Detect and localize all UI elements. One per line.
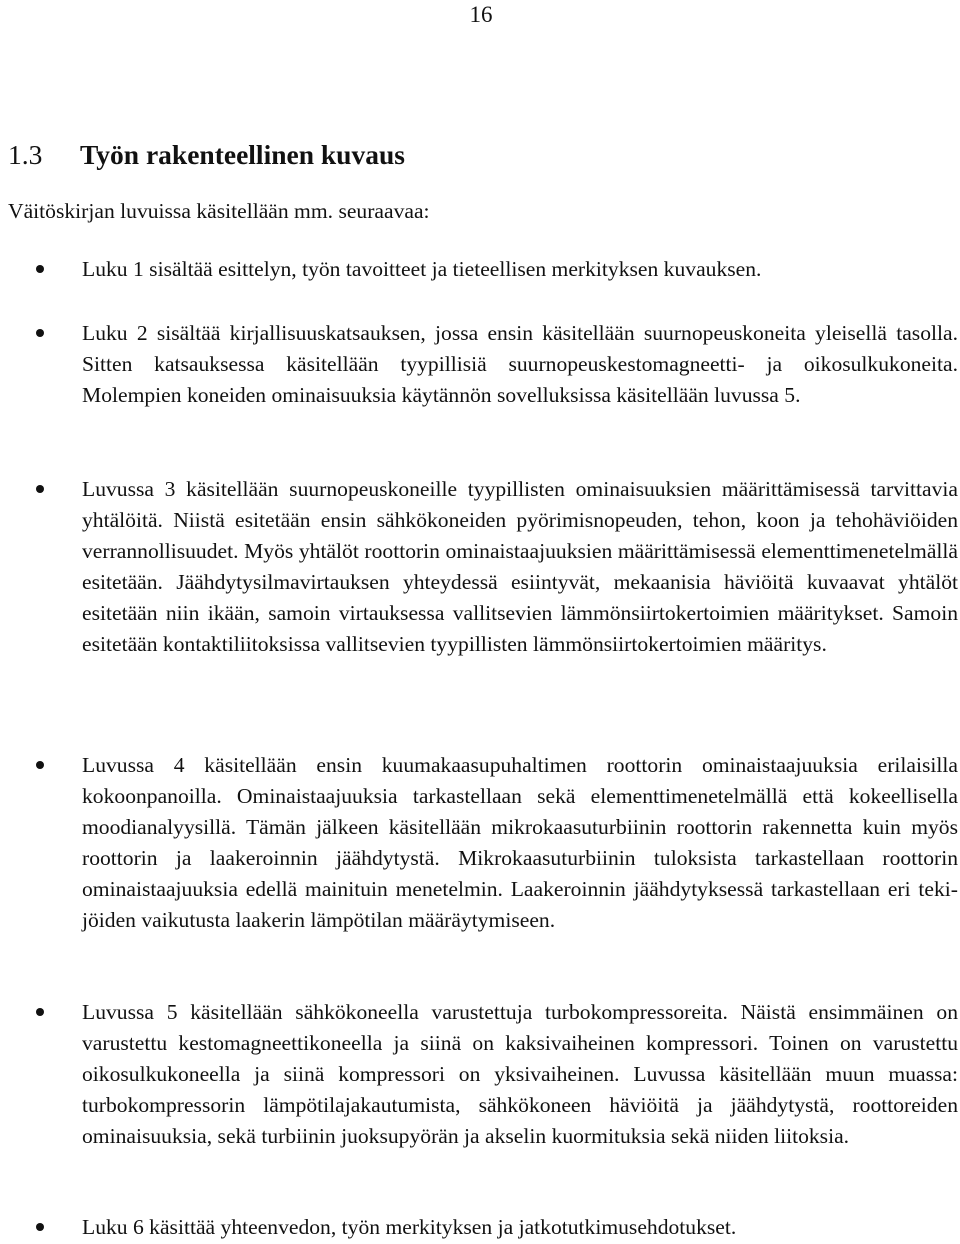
page-number: 16 <box>469 2 493 27</box>
bullet-icon <box>36 1223 44 1231</box>
list-item-text: Luku 2 sisältää kirjallisuuskatsauksen, jossa ensin käsitellään suurnopeuskoneita yleisellä tasolla. Sitten katsauksessa käsitellään tyypillisiä suurnopeuskestomagneetti- ja oikosulkukoneita. Molempien koneiden ominaisuuksia käytännön sovelluksissa käsitellään luvussa 5. <box>82 321 958 407</box>
bullet-icon <box>36 329 44 337</box>
list-item-text: Luvussa 5 käsitellään sähkökoneella varustettuja turbokompressoreita. Näistä ensimmäinen on varustettu kestomagneettikoneella ja siinä on kaksivaiheinen kompressori. Toinen on varustettu oikosulkukoneella ja siinä kompressori on yksivaiheinen. Luvussa käsitellään muun muassa: turbokompressorin lämpötilajakautumista, sähkökoneen häviöitä ja jäähdytystä, roottoreiden ominaisuuksia, sekä turbiinin juoksupyörän ja akselin kuormituksia sekä niiden liitoksia. <box>82 1000 958 1148</box>
list-item-text: Luvussa 4 käsitellään ensin kuumakaasupuhaltimen roottorin ominaistaajuuksia erilaisilla kokoonpanoilla. Ominaistaajuuksia tarkastellaan sekä elementtimenetelmällä että kokeellisella moodianalyysillä. Tämän jälkeen käsitellään mikrokaasuturbiinin roottorin rakennetta kuin myös roottorin ja laakeroinnin jäähdytystä. Mikrokaasuturbiinin tuloksista tarkastellaan roottorin ominaistaajuuksia edellä mainituin menetelmin. Laakeroinnin jäähdytyksessä tarkastellaan eri tekijöiden vaikutusta laakerin lämpötilan määräytymiseen. <box>82 753 958 932</box>
section-title: Työn rakenteellinen kuvaus <box>80 139 405 170</box>
bullet-icon <box>36 265 44 273</box>
intro-paragraph: Väitöskirjan luvuissa käsitellään mm. seuraavaa: <box>8 199 430 223</box>
section-number: 1.3 <box>8 139 43 170</box>
list-item-text: Luvussa 3 käsitellään suurnopeuskoneille tyypillisten ominaisuuksien määrittämisessä tarvittavia yhtälöitä. Niistä esitetään ensin sähkökoneiden pyörimisnopeuden, tehon, koon ja tehohäviöiden verrannollisuudet. Myös yhtälöt roottorin ominaistaajuuksien määrittämisessä elementtimenetelmällä esitetään. Jäähdytysilmavirtauksen yhteydessä esiintyvät, mekaanisia häviöitä kuvaavat yhtälöt esitetään niin ikään, samoin virtauksessa vallitsevien lämmönsiirtokertoimien määritykset. Samoin esitetään kontaktiliitoksissa vallitsevien tyypillisten lämmönsiirtokertoimien määritys. <box>82 477 958 656</box>
list-item-text: Luku 6 käsittää yhteenvedon, työn merkityksen ja jatkotutkimusehdotukset. <box>82 1215 737 1239</box>
list-item-text: Luku 1 sisältää esittelyn, työn tavoitteet ja tieteellisen merkityksen kuvauksen. <box>82 257 762 281</box>
bullet-icon <box>36 1008 44 1016</box>
bullet-icon <box>36 761 44 769</box>
section-heading <box>8 138 405 172</box>
bullet-icon <box>36 485 44 493</box>
